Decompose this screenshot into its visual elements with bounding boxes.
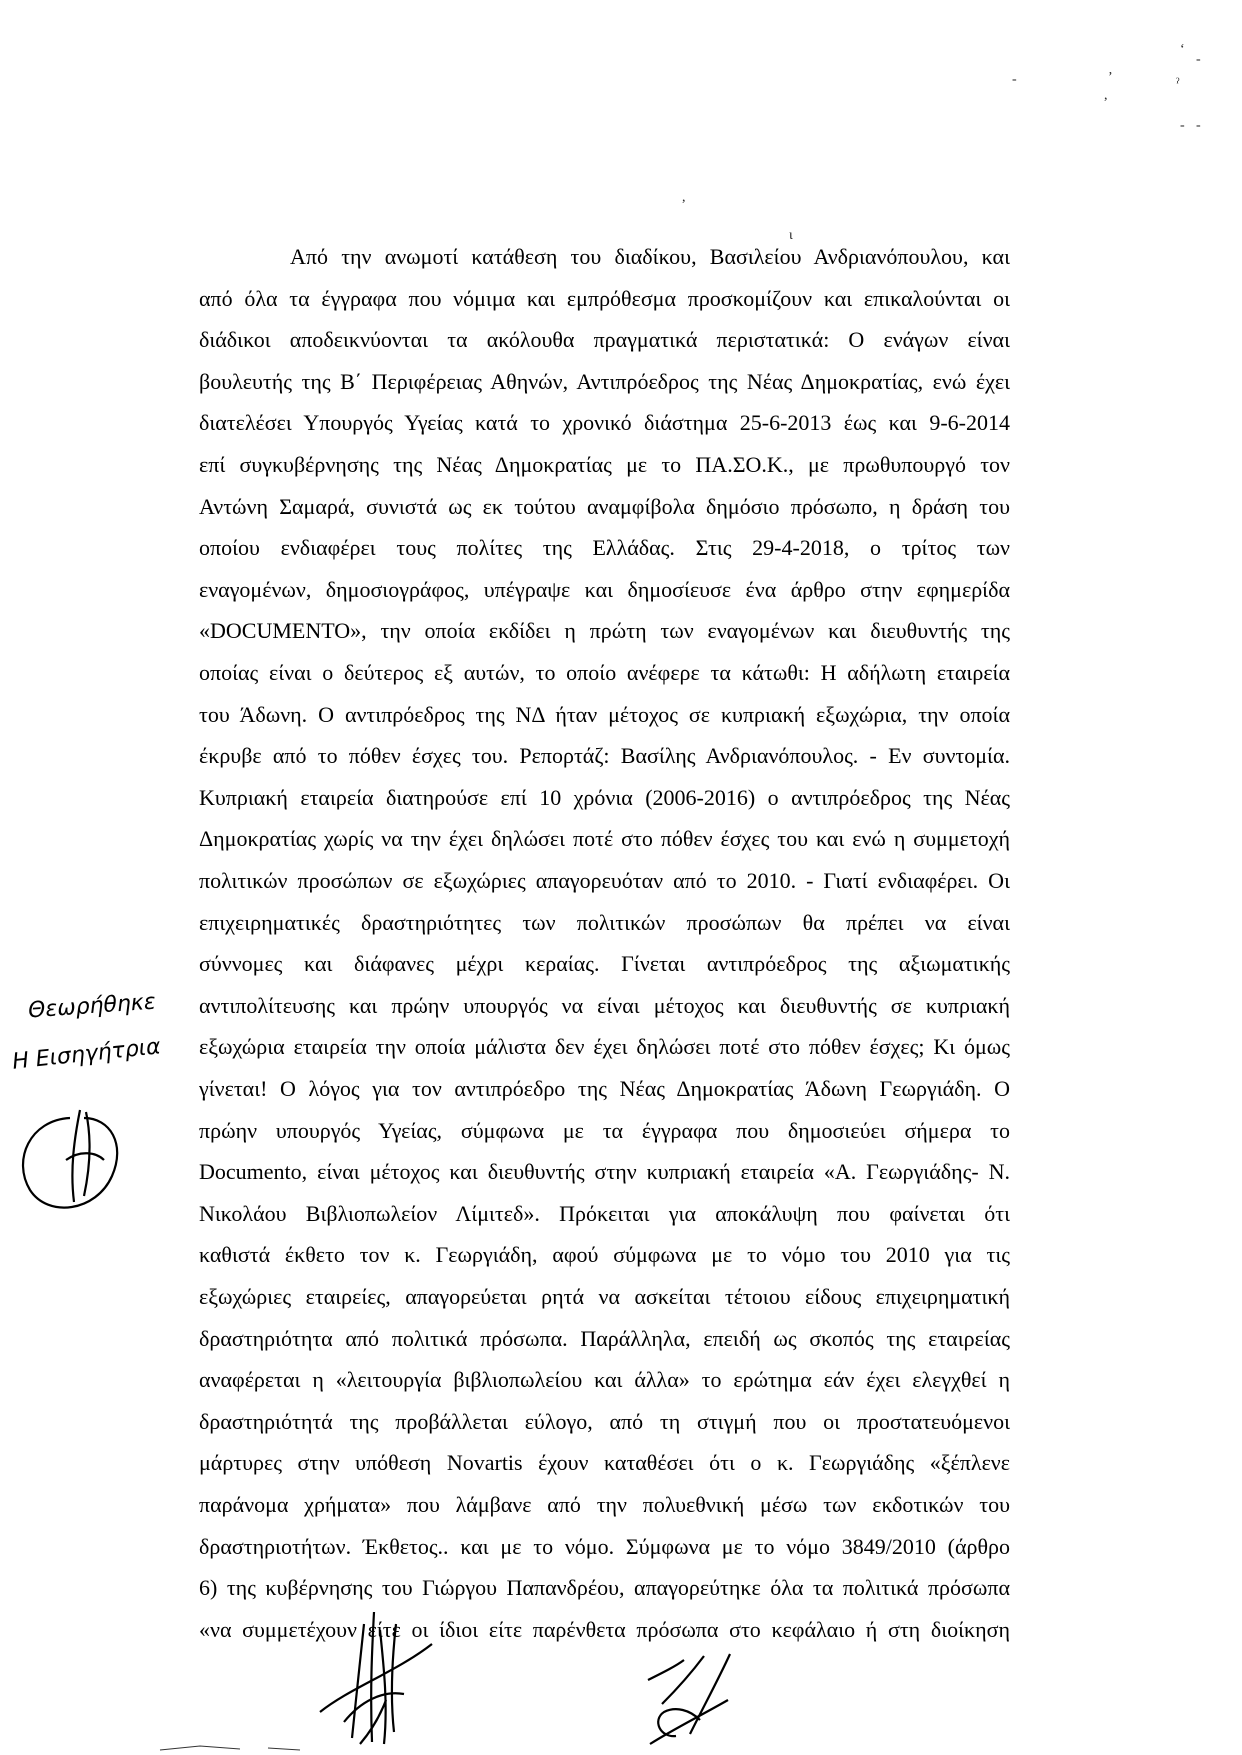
text-line: πρώην υπουργός Υγείας, σύμφωνα με τα έγγραφα που δημοσιεύει σήμερα το [199, 1117, 1010, 1143]
text-line: επιχειρηματικές δραστηριότητες των πολιτικών προσώπων θα πρέπει να είναι [199, 909, 1010, 935]
text-line: αντιπολίτευσης και πρώην υπουργός να είναι μέτοχος και διευθυντής σε κυπριακή [199, 992, 1010, 1018]
text-line: εξωχώριες εταιρείες, απαγορεύεται ρητά να ασκείται τέτοιου είδους επιχειρηματική [199, 1284, 1010, 1309]
text-line: από όλα τα έγγραφα που νόμιμα και εμπρόθεσμα προσκομίζουν και επικαλούνται οι [199, 285, 1010, 311]
text-line: γίνεται! Ο λόγος για τον αντιπρόεδρο της Νέας Δημοκρατίας Άδωνη Γεωργιάδη. Ο [199, 1076, 1010, 1101]
text-line: βουλευτής της Β΄ Περιφέρειας Αθηνών, Αντιπρόεδρος της Νέας Δημοκρατίας, ενώ έχει [199, 368, 1010, 394]
scan-artifact: ʻ [1180, 42, 1185, 57]
text-line: οποίου ενδιαφέρει τους πολίτες της Ελλάδας. Στις 29-4-2018, ο τρίτος των [199, 535, 1010, 561]
text-line: εναγομένων, δημοσιογράφος, υπέγραψε και δημοσίευσε ένα άρθρο στην εφημερίδα [199, 576, 1010, 602]
text-line: οποίας είναι ο δεύτερος εξ αυτών, το οποίο ανέφερε τα κάτωθι: Η αδήλωτη εταιρεία [199, 660, 1010, 685]
scan-artifact: , [682, 190, 686, 205]
text-line: «να συμμετέχουν είτε οι ίδιοι είτε παρένθετα πρόσωπα στο κεφάλαιο ή στη διοίκηση [199, 1616, 1010, 1642]
text-line: σύννομες και διάφανες μέχρι κεραίας. Γίνεται αντιπρόεδρος της αξιωματικής [199, 951, 1010, 977]
signature-left [320, 1612, 432, 1744]
text-line: πολιτικών προσώπων σε εξωχώριες απαγορευόταν από το 2010. - Γιατί ενδιαφέρει. Οι [199, 868, 1010, 893]
text-line: 6) της κυβέρνησης του Γιώργου Παπανδρέου, απαγορεύτηκε όλα τα πολιτικά πρόσωπα [199, 1575, 1010, 1601]
scan-artifact: ι [789, 228, 793, 243]
text-line: του Άδωνη. Ο αντιπρόεδρος της ΝΔ ήταν μέτοχος σε κυπριακή εξωχώρια, την οποία [199, 701, 1010, 727]
scan-artifact: ʼ [1108, 70, 1113, 85]
text-line: καθιστά έκθετο τον κ. Γεωργιάδη, αφού σύμφωνα με το νόμο του 2010 για τις [199, 1242, 1010, 1268]
text-line: διάδικοι αποδεικνύονται τα ακόλουθα πραγματικά περιστατικά: Ο ενάγων είναι [199, 327, 1010, 353]
text-line: έκρυβε από το πόθεν έσχες του. Ρεπορτάζ: Βασίλης Ανδριανόπουλος. - Εν συντομία. [199, 743, 1010, 769]
text-line: Από την ανωμοτί κατάθεση του διαδίκου, Βασιλείου Ανδριανόπουλου, και [290, 244, 1010, 269]
text-line: μάρτυρες στην υπόθεση Novartis έχουν καταθέσει ότι ο κ. Γεωργιάδης «ξέπλενε [199, 1450, 1010, 1476]
margin-signature [23, 1110, 117, 1208]
margin-note-rapporteur: Η Εισηγήτρια [11, 1034, 162, 1075]
text-line: Κυπριακή εταιρεία διατηρούσε επί 10 χρόνια (2006-2016) ο αντιπρόεδρος της Νέας [199, 784, 1010, 810]
text-line: δραστηριοτήτων. Έκθετος.. και με το νόμο. Σύμφωνα με το νόμο 3849/2010 (άρθρο [199, 1533, 1010, 1559]
text-line: Νικολάου Βιβλιοπωλείον Λίμιτεδ». Πρόκειται για αποκάλυψη που φαίνεται ότι [199, 1200, 1010, 1226]
scan-artifact: - [1180, 118, 1185, 133]
margin-note-seen: Θεωρήθηκε [27, 989, 157, 1024]
text-line: «DOCUMENTO», την οποία εκδίδει η πρώτη των εναγομένων και διευθυντής της [199, 618, 1010, 644]
scan-artifact: , [1104, 88, 1108, 103]
text-line: αναφέρεται η «λειτουργία βιβλιοπωλείου και άλλα» το ερώτημα εάν έχει ελεγχθεί η [199, 1367, 1010, 1393]
text-line: εξωχώρια εταιρεία την οποία μάλιστα δεν έχει δηλώσει ποτέ στο πόθεν έσχες; Κι όμως [199, 1034, 1010, 1060]
text-line: διατελέσει Υπουργός Υγείας κατά το χρονικό διάστημα 25-6-2013 έως και 9-6-2014 [199, 410, 1010, 436]
scan-artifact: - [1196, 52, 1201, 67]
text-line: δραστηριότητά της προβάλλεται εύλογο, από τη στιγμή που οι προστατευόμενοι [199, 1408, 1010, 1434]
scan-artifact: - [1196, 118, 1201, 133]
text-line: επί συγκυβέρνησης της Νέας Δημοκρατίας με το ΠΑ.ΣΟ.Κ., με πρωθυπουργό τον [199, 452, 1010, 477]
scan-artifact: - [1012, 72, 1017, 87]
scan-artifact: ˀ [1176, 76, 1180, 91]
text-line: παράνομα χρήματα» που λάμβανε από την πολυεθνική μέσω των εκδοτικών του [199, 1492, 1010, 1517]
text-line: Δημοκρατίας χωρίς να την έχει δηλώσει ποτέ στο πόθεν έσχες του και ενώ η συμμετοχή [199, 826, 1010, 852]
signature-right [648, 1654, 730, 1744]
text-line: Αντώνη Σαμαρά, συνιστά ως εκ τούτου αναμφίβολα δημόσιο πρόσωπο, η δράση του [199, 493, 1010, 519]
text-line: Documento, είναι μέτοχος και διευθυντής στην κυπριακή εταιρεία «Α. Γεωργιάδης- Ν. [199, 1159, 1010, 1185]
text-line: δραστηριότητα από πολιτικά πρόσωπα. Παράλληλα, επειδή ως σκοπός της εταιρείας [199, 1325, 1010, 1351]
